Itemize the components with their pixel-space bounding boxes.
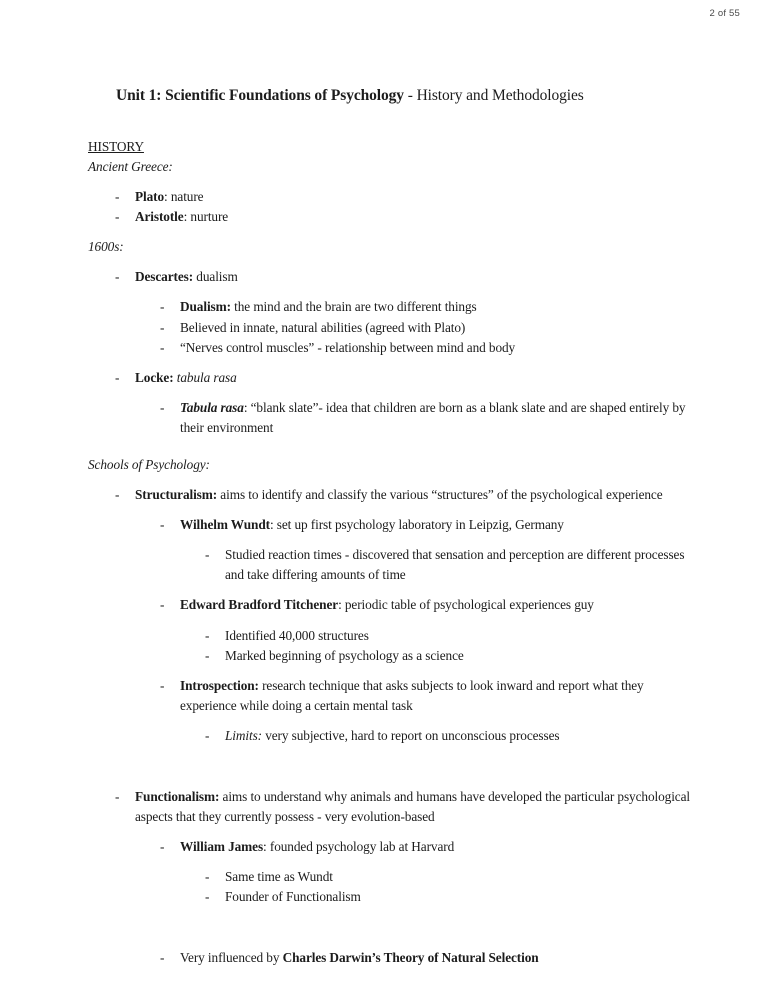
list-item-text bbox=[135, 368, 700, 388]
list-item-text: Believed in innate, natural abilities (agreed with Plato) bbox=[180, 319, 466, 335]
desc-locke: tabula rasa bbox=[173, 369, 237, 385]
list-item bbox=[88, 368, 700, 439]
bullet-dash-icon: - bbox=[160, 299, 165, 315]
list-item bbox=[88, 267, 700, 368]
subsection-heading-schools: Schools of Psychology: bbox=[88, 456, 210, 472]
bullet-dash-icon: - bbox=[205, 728, 210, 744]
bullet-dash-icon: - bbox=[115, 269, 120, 285]
bullet-dash-icon: - bbox=[205, 647, 210, 663]
list-item-text bbox=[135, 207, 700, 227]
spacer bbox=[180, 908, 700, 948]
list-item bbox=[135, 318, 700, 338]
term-titchener: Edward Bradford Titchener bbox=[180, 597, 339, 613]
section-heading-history: HISTORY bbox=[88, 138, 144, 154]
list-introspection-sub bbox=[180, 726, 700, 746]
desc-descartes: dualism bbox=[193, 269, 238, 285]
spacer bbox=[88, 475, 700, 485]
bullet-dash-icon: - bbox=[205, 889, 210, 905]
spacer bbox=[180, 857, 700, 867]
desc-tabula-rasa: : “blank slate”- idea that children are born as a blank slate and are shaped entirely by their environment bbox=[180, 400, 686, 436]
list-item-text bbox=[135, 187, 700, 207]
desc-limits: very subjective, hard to report on unconscious processes bbox=[261, 728, 560, 744]
list-item bbox=[135, 515, 700, 596]
list-item-text: Identified 40,000 structures bbox=[225, 627, 369, 643]
term-locke: Locke: bbox=[135, 369, 174, 385]
spacer bbox=[88, 177, 700, 187]
list-item-text bbox=[180, 676, 700, 716]
list-item bbox=[135, 837, 700, 948]
list-item-text bbox=[180, 837, 700, 857]
spacer bbox=[135, 287, 700, 297]
term-functionalism: Functionalism: bbox=[135, 788, 220, 804]
spacer bbox=[135, 827, 700, 837]
term-descartes: Descartes: bbox=[135, 269, 194, 285]
list-item bbox=[88, 207, 700, 227]
list-locke-sub bbox=[135, 398, 700, 438]
list-descartes-sub bbox=[135, 297, 700, 358]
spacer bbox=[135, 388, 700, 398]
list-item-text bbox=[135, 267, 700, 287]
bullet-dash-icon: - bbox=[160, 400, 165, 416]
spacer bbox=[180, 716, 700, 726]
bullet-dash-icon: - bbox=[160, 597, 165, 613]
bullet-dash-icon: - bbox=[160, 339, 165, 355]
list-item bbox=[135, 297, 700, 317]
list-item-text: Marked beginning of psychology as a science bbox=[225, 647, 464, 663]
term-introspection: Introspection: bbox=[180, 677, 259, 693]
list-item bbox=[135, 338, 700, 358]
term-wundt: Wilhelm Wundt bbox=[180, 516, 270, 532]
bullet-dash-icon: - bbox=[160, 949, 165, 965]
spacer bbox=[135, 358, 700, 368]
list-item-text bbox=[180, 398, 700, 438]
list-structuralism-sub bbox=[135, 515, 700, 747]
bullet-dash-icon: - bbox=[205, 546, 210, 562]
list-item-text: Same time as Wundt bbox=[225, 869, 333, 885]
list-item bbox=[180, 545, 700, 585]
desc-structuralism: aims to identify and classify the various “structures” of the psychological experience bbox=[217, 486, 663, 502]
term-aristotle: Aristotle bbox=[135, 209, 184, 224]
desc-functionalism: aims to understand why animals and humans have developed the particular psychological aspects that they currently possess - very evolution-based bbox=[135, 788, 690, 824]
spacer bbox=[135, 505, 700, 515]
term-william-james: William James bbox=[180, 838, 264, 854]
list-item-text: “Nerves control muscles” - relationship between mind and body bbox=[180, 339, 516, 355]
list-wundt-sub bbox=[180, 545, 700, 585]
term-dualism: Dualism: bbox=[180, 299, 231, 315]
page-title bbox=[88, 86, 700, 107]
desc-titchener: : periodic table of psychological experiences guy bbox=[338, 597, 594, 613]
list-item-text: Founder of Functionalism bbox=[225, 889, 361, 905]
list-item bbox=[180, 626, 700, 646]
spacer bbox=[180, 666, 700, 676]
spacer bbox=[180, 585, 700, 595]
bullet-dash-icon: - bbox=[115, 369, 120, 385]
list-1600s bbox=[88, 267, 700, 438]
bullet-dash-icon: - bbox=[160, 319, 165, 335]
list-functionalism-sub bbox=[135, 837, 700, 968]
list-item-text bbox=[180, 297, 700, 317]
bullet-dash-icon: - bbox=[205, 869, 210, 885]
page-indicator: 2 of 55 bbox=[709, 8, 740, 19]
list-item bbox=[88, 485, 700, 787]
bullet-dash-icon: - bbox=[115, 209, 120, 224]
list-item-text bbox=[180, 948, 700, 968]
list-item bbox=[180, 646, 700, 666]
title-bold-part: Unit 1: Scientific Foundations of Psychology bbox=[116, 87, 404, 104]
list-item-text: Studied reaction times - discovered that sensation and perception are different processes and take differing amounts of time bbox=[225, 546, 685, 583]
list-item-text bbox=[225, 726, 700, 746]
list-item bbox=[135, 595, 700, 676]
list-item bbox=[180, 867, 700, 887]
term-tabula-rasa: Tabula rasa bbox=[180, 400, 244, 416]
list-item-text bbox=[180, 595, 700, 615]
list-ancient-greece bbox=[88, 187, 700, 227]
darwin-prefix: Very influenced by bbox=[180, 949, 283, 965]
bullet-dash-icon: - bbox=[160, 838, 165, 854]
term-limits: Limits: bbox=[225, 728, 262, 744]
term-darwin: Charles Darwin’s Theory of Natural Selection bbox=[282, 949, 539, 965]
document-body bbox=[88, 86, 700, 968]
desc-william-james: : founded psychology lab at Harvard bbox=[263, 838, 455, 854]
list-item bbox=[135, 676, 700, 747]
desc-plato: : nature bbox=[164, 188, 204, 204]
list-item bbox=[88, 787, 700, 968]
spacer bbox=[180, 616, 700, 626]
spacer bbox=[88, 227, 700, 237]
list-item bbox=[135, 398, 700, 438]
list-item-text bbox=[180, 515, 700, 535]
list-item bbox=[88, 187, 700, 207]
list-james-sub bbox=[180, 867, 700, 907]
bullet-dash-icon: - bbox=[160, 677, 165, 693]
desc-wundt: : set up first psychology laboratory in Leipzig, Germany bbox=[269, 516, 564, 532]
desc-introspection: research technique that asks subjects to look inward and report what they experience while doing a certain mental task bbox=[180, 677, 644, 714]
bullet-dash-icon: - bbox=[115, 188, 120, 204]
list-item-text bbox=[135, 787, 700, 827]
bullet-dash-icon: - bbox=[205, 627, 210, 643]
spacer bbox=[135, 747, 700, 787]
bullet-dash-icon: - bbox=[160, 516, 165, 532]
title-regular-part: - History and Methodologies bbox=[403, 87, 584, 104]
list-item bbox=[180, 887, 700, 907]
spacer bbox=[180, 535, 700, 545]
subsection-heading-ancient-greece: Ancient Greece: bbox=[88, 158, 173, 174]
list-item-text bbox=[135, 485, 700, 505]
bullet-dash-icon: - bbox=[115, 486, 120, 502]
term-structuralism: Structuralism: bbox=[135, 486, 218, 502]
spacer bbox=[88, 257, 700, 267]
list-titchener-sub bbox=[180, 626, 700, 666]
list-item bbox=[135, 948, 700, 968]
list-schools bbox=[88, 485, 700, 968]
subsection-heading-1600s: 1600s: bbox=[88, 239, 124, 255]
bullet-dash-icon: - bbox=[115, 788, 120, 804]
spacer bbox=[88, 439, 700, 455]
list-item bbox=[180, 726, 700, 746]
desc-dualism: the mind and the brain are two different things bbox=[230, 299, 477, 315]
term-plato: Plato bbox=[135, 188, 165, 204]
desc-aristotle: : nurture bbox=[183, 209, 229, 224]
